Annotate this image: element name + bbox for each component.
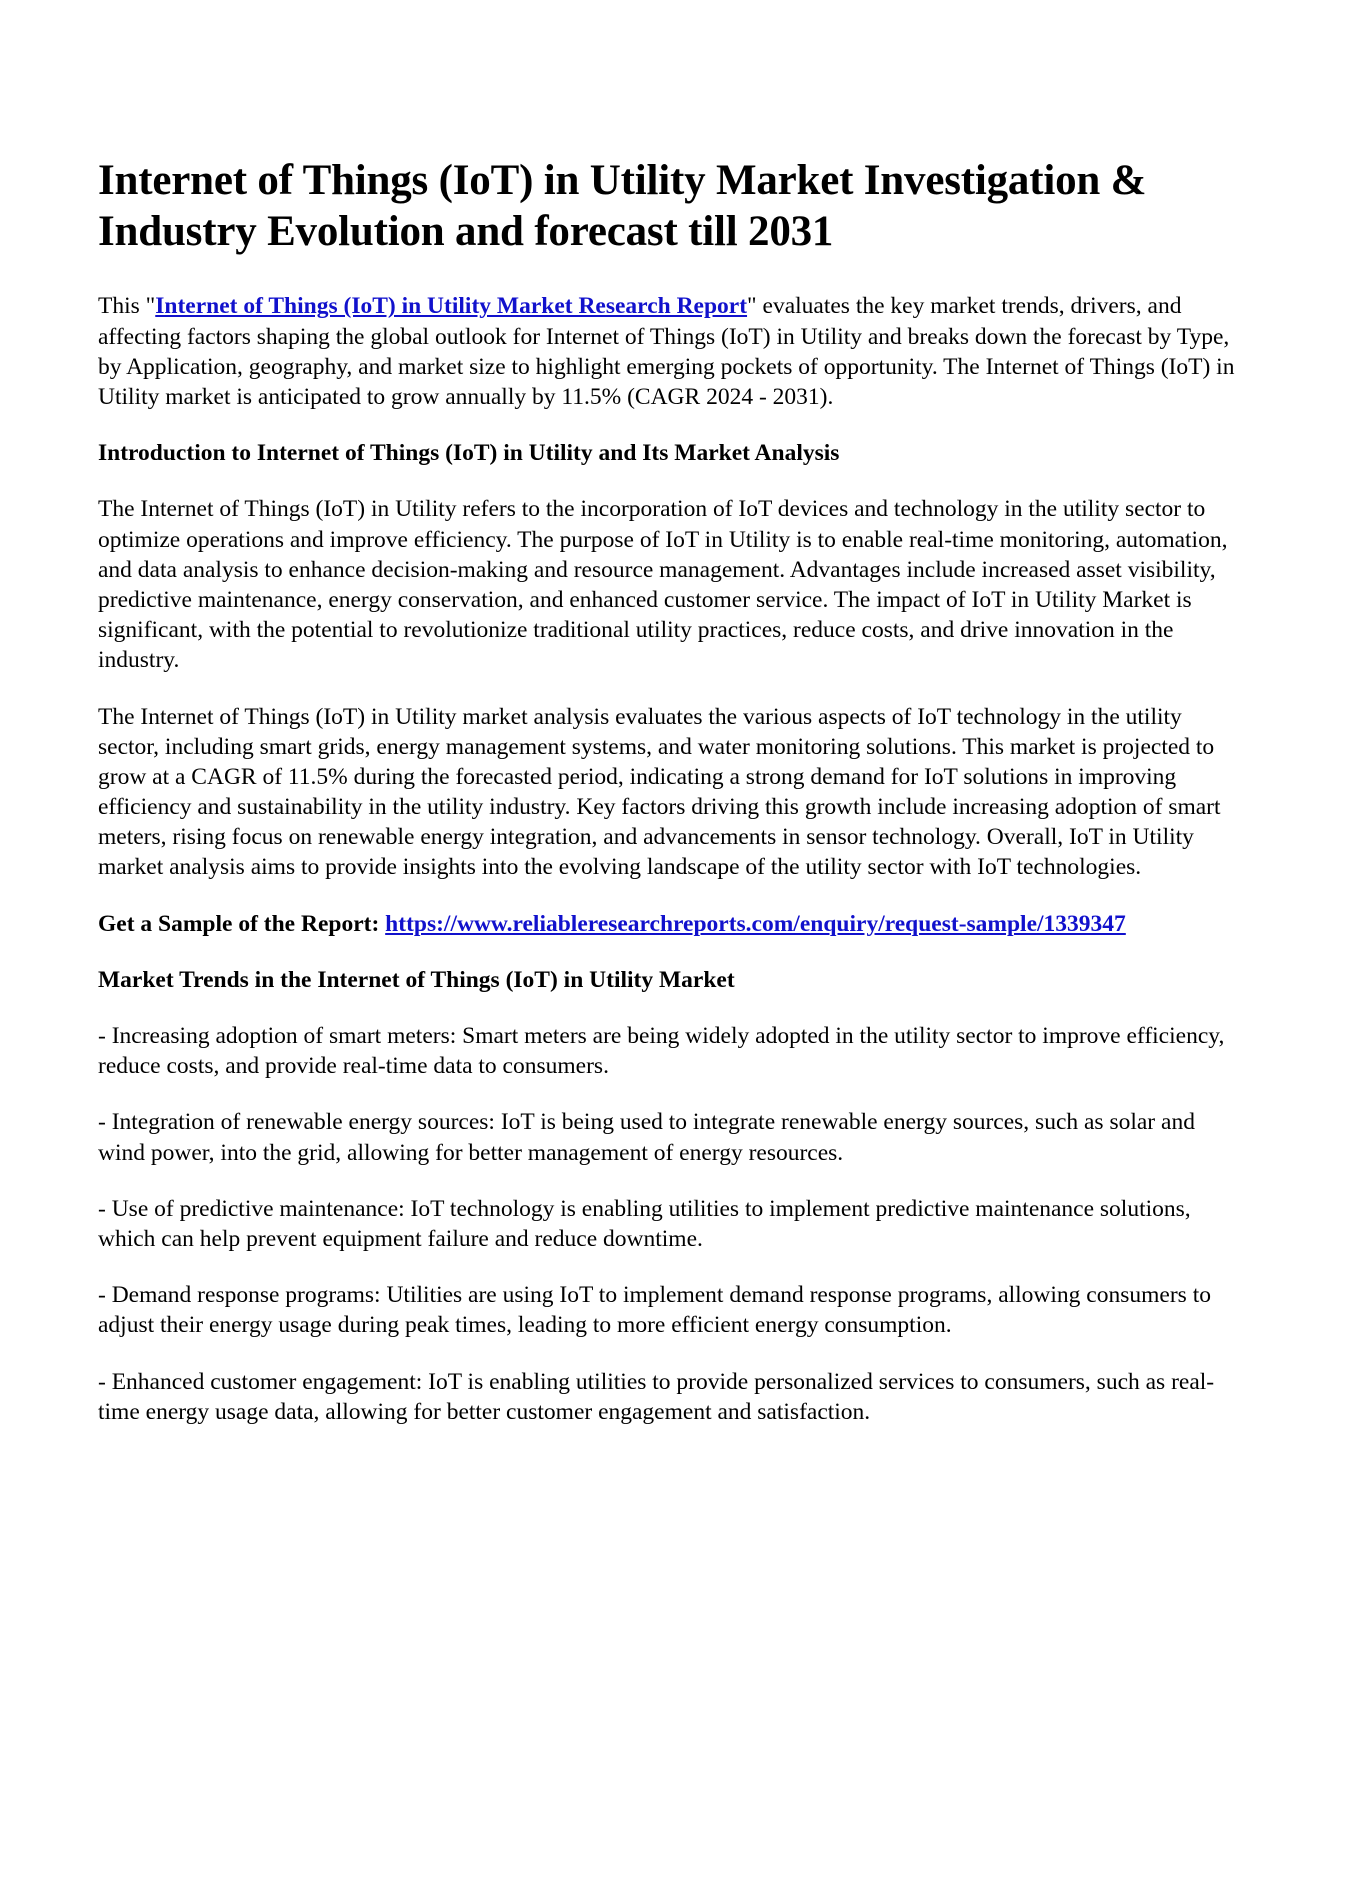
introduction-paragraph-1: The Internet of Things (IoT) in Utility refers to the incorporation of IoT devices and technology in the utility sector to optimize operations and improve efficiency. The purpose of IoT in Utility is to enable real-time monitoring, automation, and data analysis to enhance decision-making and resource management. Advantages include increased asset visibility, predictive maintenance, energy conservation, and enhanced customer service. The impact of IoT in Utility Market is significant, with the potential to revolutionize traditional utility practices, reduce costs, and drive innovation in the industry. xyxy=(98,496,1228,674)
heading-market-trends: Market Trends in the Internet of Things (IoT) in Utility Market xyxy=(98,966,735,993)
intro-lead-prefix: This " xyxy=(98,293,156,320)
request-sample-link[interactable]: https://www.reliableresearchreports.com/enquiry/request-sample/1339347 xyxy=(385,910,1126,937)
intro-lead-paragraph xyxy=(98,291,1245,412)
heading-introduction: Introduction to Internet of Things (IoT) in Utility and Its Market Analysis xyxy=(98,440,840,467)
introduction-paragraph-2: The Internet of Things (IoT) in Utility market analysis evaluates the various aspects of IoT technology in the utility sector, including smart grids, energy management systems, and water monitoring solutions. This market is projected to grow at a CAGR of 11.5% during the forecasted period, indicating a strong demand for IoT solutions in improving efficiency and sustainability in the utility industry. Key factors driving this growth include increasing adoption of smart meters, rising focus on renewable energy integration, and advancements in sensor technology. Overall, IoT in Utility market analysis aims to provide insights into the evolving landscape of the utility sector with IoT technologies. xyxy=(98,703,1221,881)
trend-item: - Integration of renewable energy sources: IoT is being used to integrate renewable energy sources, such as solar and wind power, into the grid, allowing for better management of energy resources. xyxy=(98,1109,1195,1166)
intro-lead-suffix: " evaluates the key market trends, drivers, and affecting factors shaping the global outlook for Internet of Things (IoT) in Utility and breaks down the forecast by Type, by Application, geography, and market size to highlight emerging pockets of opportunity. The Internet of Things (IoT) in Utility market is anticipated to grow annually by 11.5% (CAGR 2024 - 2031). xyxy=(98,293,1235,411)
trend-item: - Increasing adoption of smart meters: Smart meters are being widely adopted in the utility sector to improve efficiency, reduce costs, and provide real-time data to consumers. xyxy=(98,1023,1225,1080)
trend-item: - Demand response programs: Utilities are using IoT to implement demand response programs, allowing consumers to adjust their energy usage during peak times, leading to more efficient energy consumption. xyxy=(98,1282,1211,1339)
market-research-report-link[interactable]: Internet of Things (IoT) in Utility Market Research Report xyxy=(155,293,748,320)
get-sample-label: Get a Sample of the Report: xyxy=(98,910,386,937)
page-title: Internet of Things (IoT) in Utility Market Investigation & Industry Evolution and forecast till 2031 xyxy=(98,157,1147,255)
get-sample-paragraph xyxy=(98,909,1245,939)
trend-item: - Use of predictive maintenance: IoT technology is enabling utilities to implement predictive maintenance solutions, which can help prevent equipment failure and reduce downtime. xyxy=(98,1195,1191,1252)
trend-item: - Enhanced customer engagement: IoT is enabling utilities to provide personalized services to consumers, such as real-time energy usage data, allowing for better customer engagement and satisfaction. xyxy=(98,1368,1215,1425)
